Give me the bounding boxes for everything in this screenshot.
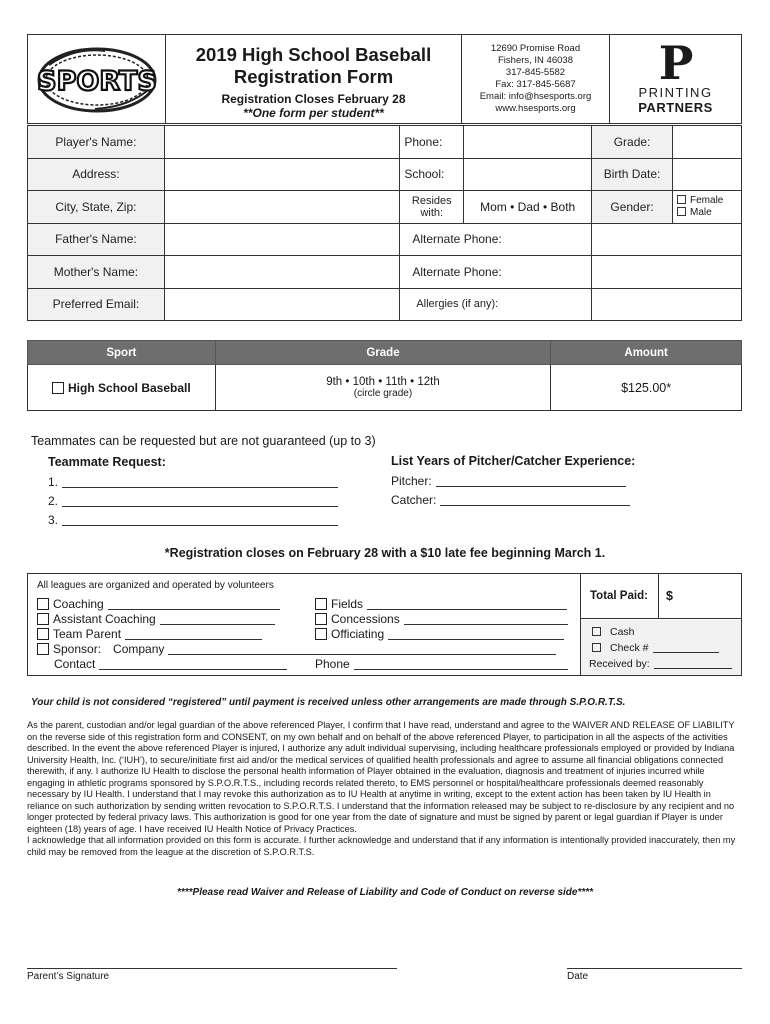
table-row	[28, 191, 742, 224]
teammate-request-3	[48, 513, 338, 527]
teammate-number-3: 3.	[48, 513, 59, 527]
sport-name: High School Baseball	[68, 380, 191, 395]
check-checkbox[interactable]	[592, 643, 601, 652]
player-info-table	[27, 125, 742, 321]
acknowledge-paragraph: I acknowledge that all information provided on this form is accurate. I further acknowledge and understand that if any information is intentionally provided inaccurately, then my child may be removed from the league at the discretion of S.P.O.R.T.S.	[27, 835, 736, 857]
grade-label: Grade:	[592, 126, 673, 159]
total-paid-dollar[interactable]: $	[666, 589, 673, 603]
reverse-side-note: ****Please read Waiver and Release of Liability and Code of Conduct on reverse side****	[176, 887, 594, 898]
fields-label: Fields	[331, 597, 364, 611]
pitcher-input[interactable]	[436, 486, 626, 487]
parent-signature-label: Parent’s Signature	[27, 971, 110, 982]
pitcher-line	[391, 474, 626, 488]
one-form-note: **One form per student**	[243, 106, 384, 120]
teammate-input-1[interactable]	[62, 487, 338, 488]
coaching-line	[108, 609, 280, 610]
printing-partners-line2: PARTNERS	[638, 100, 713, 115]
sports-logo-graphic	[35, 43, 159, 115]
volunteer-caption: All leagues are organized and operated by volunteers	[37, 580, 274, 591]
allergies-field[interactable]	[592, 288, 742, 321]
teammate-input-2[interactable]	[62, 506, 338, 507]
total-paid-label: Total Paid:	[590, 590, 648, 602]
school-label: School:	[400, 158, 464, 191]
consent-text-block	[27, 720, 743, 858]
gender-male-option[interactable]	[677, 207, 737, 219]
table-row	[28, 158, 742, 191]
cash-checkbox[interactable]	[592, 627, 601, 636]
assistant-coaching-line	[160, 624, 275, 625]
teammate-input-3[interactable]	[62, 525, 338, 526]
company-label: Company	[113, 642, 165, 656]
grade-choices[interactable]: 9th • 10th • 11th • 12th	[326, 376, 440, 388]
address-line1: 12690 Promise Road	[490, 43, 581, 54]
officiating-line	[388, 639, 564, 640]
registration-closes: Registration Closes February 28	[221, 92, 406, 106]
alternate-phone-text-1: Alternate Phone:	[412, 232, 502, 247]
pitcher-label: Pitcher:	[391, 474, 432, 488]
assistant-coaching-label: Assistant Coaching	[53, 612, 156, 626]
contact-phone: 317-845-5582	[505, 67, 566, 78]
alternate-phone-text-2: Alternate Phone:	[412, 264, 502, 279]
teammate-number-2: 2.	[48, 494, 59, 508]
allergies-text: Allergies (if any):	[416, 298, 499, 311]
grade-field[interactable]	[673, 126, 742, 159]
volunteer-section	[28, 574, 581, 675]
received-by-line[interactable]	[654, 668, 732, 669]
table-row	[28, 365, 742, 411]
concessions-checkbox[interactable]	[315, 613, 327, 625]
title-block	[165, 35, 461, 123]
officiating-label: Officiating	[331, 627, 385, 641]
received-by	[589, 658, 732, 670]
amount-value: $125.00*	[551, 365, 742, 411]
volunteer-phone-label: Phone	[315, 657, 350, 671]
birth-date-field[interactable]	[673, 158, 742, 191]
cash-label: Cash	[610, 626, 635, 638]
fields-line	[367, 609, 567, 610]
table-row	[28, 223, 742, 256]
printing-partners-line1: PRINTING	[638, 85, 713, 100]
gender-female-option[interactable]	[677, 195, 737, 207]
address-label: Address:	[28, 158, 165, 191]
officiating-option[interactable]	[315, 627, 564, 641]
check-label: Check #	[610, 642, 649, 654]
mother-name-field[interactable]	[164, 256, 400, 289]
alternate-phone-label-1	[400, 223, 592, 256]
female-label: Female	[690, 194, 724, 206]
table-row	[28, 288, 742, 321]
registration-close-note: *Registration closes on February 28 with a $10 late fee beginning March 1.	[164, 546, 606, 560]
date-label: Date	[567, 971, 589, 982]
catcher-label: Catcher:	[391, 493, 437, 507]
sponsor-checkbox[interactable]	[37, 643, 49, 655]
address-line2: Fishers, IN 46038	[498, 55, 573, 66]
phone-field[interactable]	[464, 126, 592, 159]
contact-email: Email: info@hsesports.org	[479, 91, 592, 102]
sponsor-option[interactable]	[37, 642, 556, 656]
contact-label: Contact	[54, 657, 96, 671]
contact-web: www.hsesports.org	[495, 103, 576, 114]
assistant-coaching-checkbox[interactable]	[37, 613, 49, 625]
coaching-label: Coaching	[53, 597, 104, 611]
assistant-coaching-option[interactable]	[37, 612, 275, 626]
team-parent-label: Team Parent	[53, 627, 122, 641]
gender-label: Gender:	[592, 191, 673, 224]
contact-fax: Fax: 317-845-5687	[495, 79, 576, 90]
female-checkbox[interactable]	[677, 195, 686, 204]
phone-label: Phone:	[400, 126, 464, 159]
sport-selection-table	[27, 340, 742, 411]
form-header	[27, 34, 742, 124]
alternate-phone-field-1[interactable]	[592, 223, 742, 256]
resides-with-options[interactable]: Mom • Dad • Both	[464, 191, 592, 224]
team-parent-checkbox[interactable]	[37, 628, 49, 640]
father-name-label: Father's Name:	[28, 223, 165, 256]
amount-column-header: Amount	[551, 341, 742, 365]
grade-options[interactable]	[215, 365, 550, 411]
contact-block	[461, 35, 609, 123]
consent-paragraph: As the parent, custodian and/or legal guardian of the above referenced Player, I confirm that I have read, understand and agree to the WAIVER AND RELEASE OF LIABILITY on the reverse side of this registration form and CONSENT, on my own behalf and on behalf of the above referenced Player, to participation in all the aspects of the activities described. In the event the above referenced Player is injured, I authorize any adult individual supervising, including healthcare professionals employed or provided by Indiana University Health, Inc. (‘IUH’), to secure/initiate first aid and/or the medical services of qualified health professionals and agree to assume all financial obligations connected therewith, if any. I authorize IU Health to disclose the personal health information of Player obtained in the evaluation, diagnosis and treatment of injuries incurred while engaging in athletic programs sponsored by S.P.O.R.T.S., including records related thereto, to EMS personnel or hospital/healthcare professionals deemed reasonably necessary by IU Health. I understand that I may revoke this authorization as to IU Health at anytime in writing, except to the extent action has been taken by IU Health in reliance on such authorization by sending written revocation to S.P.O.R.T.S. I understand that the information released may be subject to re-disclosure by any recipient and no longer protected by federal privacy laws. This authorization is good for one year from the date of signature and must be signed by parent or legal guardian if Player is under eighteen (18) years of age. I have received IU Health Notice of Privacy Practices.	[27, 720, 735, 834]
sport-column-header: Sport	[28, 341, 216, 365]
concessions-option[interactable]	[315, 612, 568, 626]
contact-option	[54, 657, 287, 671]
concessions-line	[404, 624, 568, 625]
sports-logo-text: SPORTS	[36, 66, 157, 97]
phone-option	[315, 657, 568, 671]
circle-grade-note: (circle grade)	[353, 388, 413, 399]
pitcher-catcher-heading: List Years of Pitcher/Catcher Experience:	[391, 454, 636, 468]
preferred-email-label: Preferred Email:	[28, 288, 165, 321]
allergies-label	[400, 288, 592, 321]
mother-name-label: Mother's Name:	[28, 256, 165, 289]
father-name-field[interactable]	[164, 223, 400, 256]
teammate-request-2	[48, 494, 338, 508]
form-title-line1: 2019 High School Baseball	[195, 44, 432, 65]
company-line[interactable]	[168, 654, 556, 655]
payment-method-box	[581, 620, 741, 675]
teammate-request-1	[48, 475, 338, 489]
grade-column-header: Grade	[215, 341, 550, 365]
table-header-row	[28, 341, 742, 365]
city-state-zip-field[interactable]	[164, 191, 400, 224]
male-checkbox[interactable]	[677, 207, 686, 216]
volunteer-phone-line[interactable]	[354, 669, 568, 670]
printing-partners-logo	[609, 35, 741, 123]
high-school-baseball-checkbox[interactable]	[52, 382, 64, 394]
gender-options	[673, 191, 742, 224]
teammate-request-heading: Teammate Request:	[48, 455, 166, 469]
fields-checkbox[interactable]	[315, 598, 327, 610]
officiating-checkbox[interactable]	[315, 628, 327, 640]
city-state-zip-label: City, State, Zip:	[28, 191, 165, 224]
cash-option[interactable]	[592, 626, 635, 638]
check-number-line[interactable]	[653, 652, 719, 653]
alternate-phone-label-2	[400, 256, 592, 289]
sports-logo	[28, 35, 165, 123]
resides-with-label: Resides with:	[400, 191, 464, 224]
sponsor-label: Sponsor:	[53, 642, 102, 656]
coaching-option[interactable]	[37, 597, 280, 611]
received-by-label: Received by:	[589, 658, 650, 670]
player-name-label: Player's Name:	[28, 126, 165, 159]
check-option[interactable]	[592, 642, 719, 654]
address-field[interactable]	[164, 158, 400, 191]
table-row	[28, 126, 742, 159]
date-line[interactable]	[567, 968, 742, 969]
volunteer-payment-box	[27, 573, 742, 676]
table-row	[28, 256, 742, 289]
team-parent-line	[125, 639, 262, 640]
teammate-number-1: 1.	[48, 475, 59, 489]
player-name-field[interactable]	[164, 126, 400, 159]
teammates-intro: Teammates can be requested but are not guaranteed (up to 3)	[31, 434, 376, 448]
catcher-line	[391, 493, 630, 507]
parent-signature-line[interactable]	[27, 968, 397, 969]
total-paid-box	[581, 574, 741, 619]
alternate-phone-field-2[interactable]	[592, 256, 742, 289]
catcher-input[interactable]	[440, 505, 630, 506]
fields-option[interactable]	[315, 597, 567, 611]
preferred-email-field[interactable]	[164, 288, 400, 321]
printing-partners-letter: P	[658, 36, 693, 90]
male-label: Male	[690, 206, 712, 218]
registered-note: Your child is not considered “registered” until payment is received unless other arrangements are made through S.P.O.R.T.S.	[31, 697, 626, 708]
form-title-line2: Registration Form	[233, 66, 394, 87]
sport-option[interactable]	[28, 365, 216, 411]
contact-line[interactable]	[99, 669, 287, 670]
concessions-label: Concessions	[331, 612, 400, 626]
coaching-checkbox[interactable]	[37, 598, 49, 610]
team-parent-option[interactable]	[37, 627, 262, 641]
school-field[interactable]	[464, 158, 592, 191]
birth-date-label: Birth Date:	[592, 158, 673, 191]
total-paid-divider	[658, 574, 659, 619]
